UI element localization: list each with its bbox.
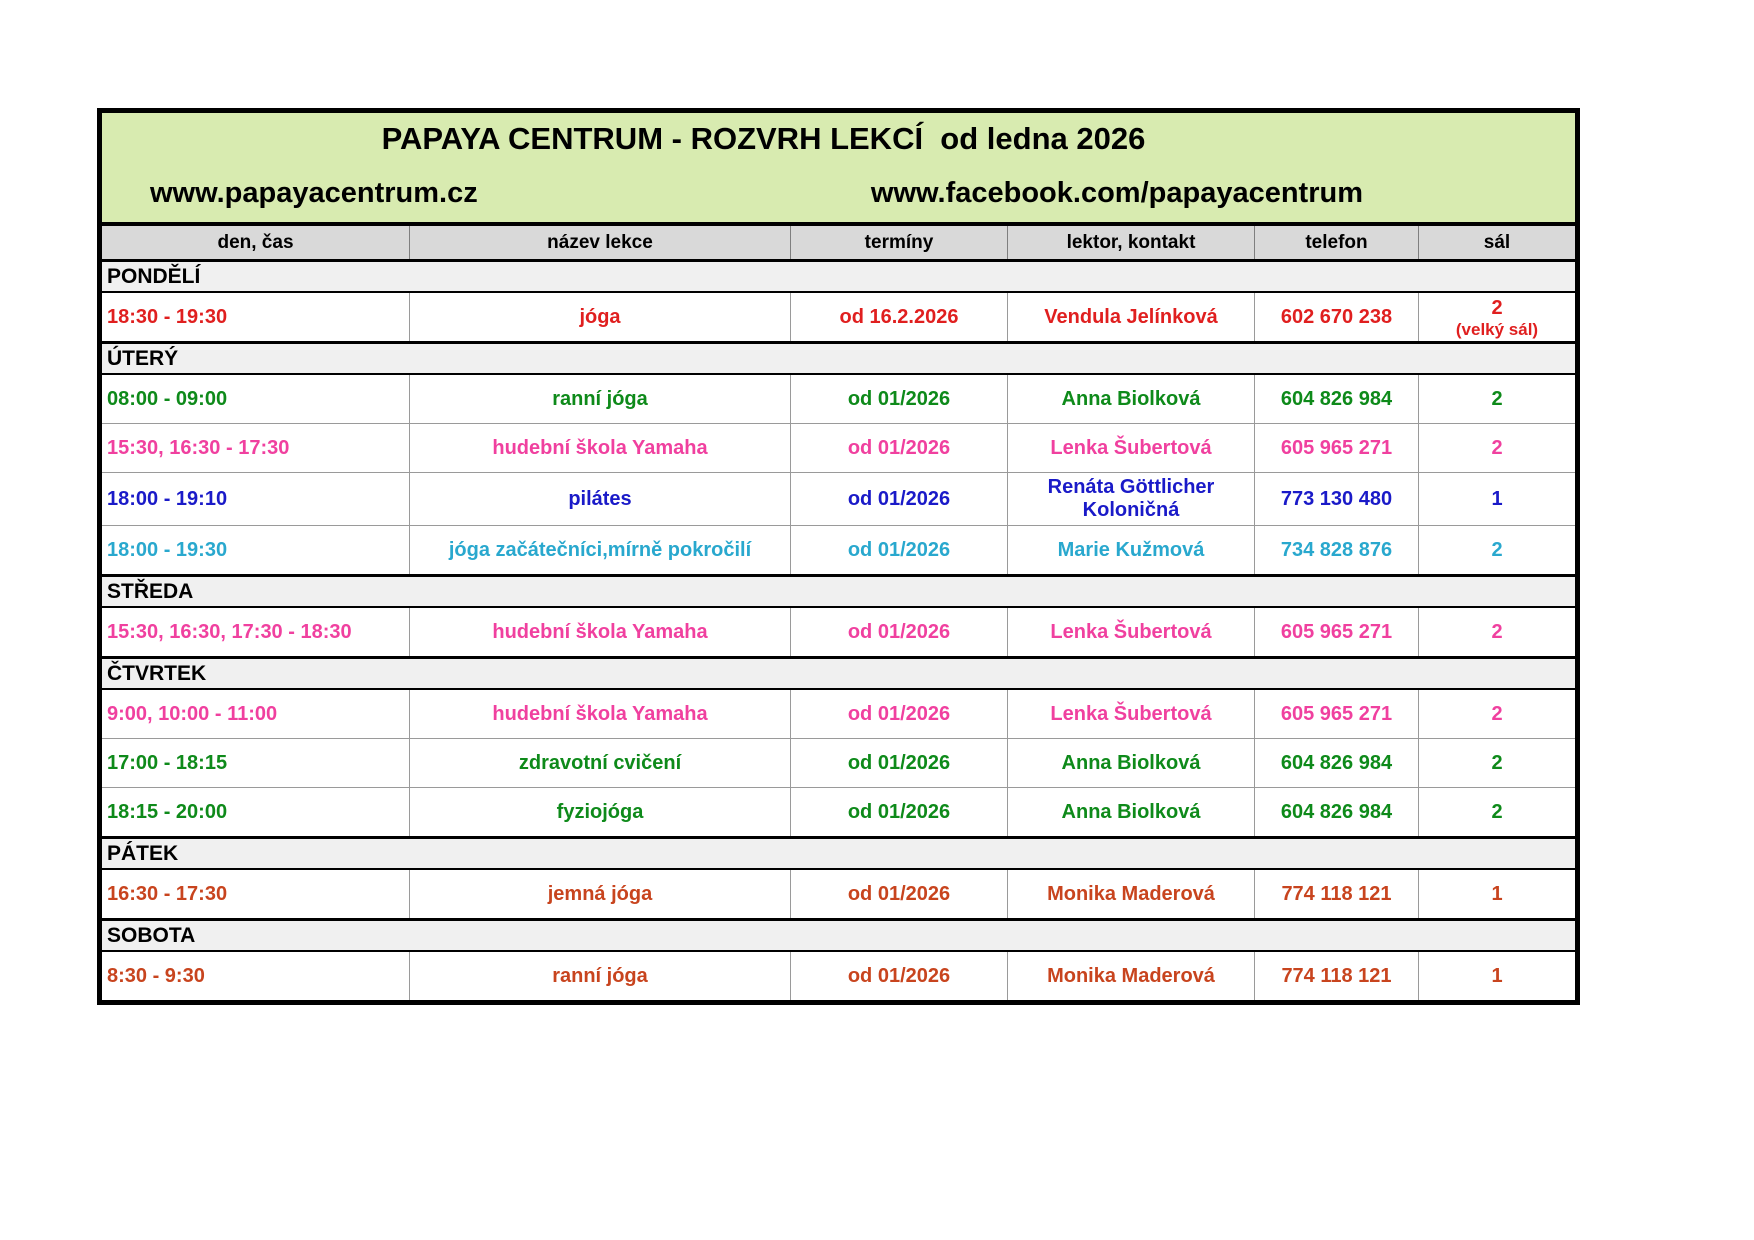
room-number: 1 [1491,882,1503,905]
cell-terms: od 01/2026 [790,473,1007,525]
cell-lesson-name: pilátes [409,473,790,525]
column-header-day-time: den, čas [217,231,294,253]
cell-day-time: 18:15 - 20:00 [107,800,228,823]
column-header-terms: termíny [790,226,1007,259]
room-number: 2 [1491,702,1503,725]
cell-lecturer: Marie Kužmová [1007,526,1254,574]
day-label: ČTVRTEK [107,661,207,685]
room-number: 2 [1491,620,1503,643]
cell-phone: 774 118 121 [1254,952,1418,1000]
day-label: PÁTEK [107,841,179,865]
schedule-row [102,870,1575,918]
cell-terms: od 01/2026 [790,870,1007,918]
cell-day-time: 16:30 - 17:30 [107,882,228,905]
room-number: 2 [1491,296,1503,319]
cell-lesson-name: ranní jóga [409,375,790,423]
website-url: www.papayacentrum.cz [150,177,478,209]
column-header-room: sál [1418,226,1575,259]
schedule-row [102,423,1575,472]
schedule-row [102,293,1575,341]
room-number: 2 [1491,800,1503,823]
cell-room [1418,375,1575,423]
cell-terms: od 01/2026 [790,526,1007,574]
cell-day-time: 18:30 - 19:30 [107,305,228,328]
room-number: 1 [1491,964,1503,987]
cell-lecturer: Monika Maderová [1007,952,1254,1000]
facebook-url: www.facebook.com/papayacentrum [870,177,1363,209]
cell-room [1418,608,1575,656]
cell-terms: od 16.2.2026 [790,293,1007,341]
column-header-phone: telefon [1254,226,1418,259]
schedule-table [97,108,1580,1005]
schedule-row [102,690,1575,738]
cell-day-time: 15:30, 16:30 - 17:30 [107,436,290,459]
cell-phone: 774 118 121 [1254,870,1418,918]
cell-terms: od 01/2026 [790,424,1007,472]
page-title: PAPAYA CENTRUM - ROZVRH LEKCÍ od ledna 2026 [381,121,1146,156]
room-number: 2 [1491,436,1503,459]
cell-day-time: 9:00, 10:00 - 11:00 [107,702,278,725]
day-row [102,656,1575,690]
cell-room [1418,739,1575,787]
banner-urls [102,177,1575,210]
room-note: (velký sál) [1455,319,1539,339]
day-label: STŘEDA [107,579,194,603]
cell-room [1418,293,1575,341]
cell-lecturer: Lenka Šubertová [1007,424,1254,472]
cell-room [1418,870,1575,918]
schedule-row [102,525,1575,574]
cell-room [1418,690,1575,738]
column-header-lesson: název lekce [409,226,790,259]
cell-lecturer: Lenka Šubertová [1007,690,1254,738]
schedule-row [102,787,1575,836]
cell-lesson-name: jemná jóga [409,870,790,918]
banner [102,113,1575,222]
schedule-row [102,738,1575,787]
cell-lesson-name: jóga [409,293,790,341]
cell-phone: 605 965 271 [1254,608,1418,656]
cell-phone: 605 965 271 [1254,424,1418,472]
cell-phone: 602 670 238 [1254,293,1418,341]
schedule-body [102,259,1575,1000]
cell-phone: 604 826 984 [1254,788,1418,836]
cell-lesson-name: jóga začátečníci,mírně pokročilí [409,526,790,574]
cell-room [1418,526,1575,574]
cell-room [1418,424,1575,472]
cell-lecturer: Vendula Jelínková [1007,293,1254,341]
cell-phone: 604 826 984 [1254,739,1418,787]
cell-day-time: 17:00 - 18:15 [107,751,228,774]
schedule-row [102,952,1575,1000]
day-row [102,259,1575,293]
day-row [102,836,1575,870]
cell-room [1418,952,1575,1000]
cell-lesson-name: hudební škola Yamaha [409,424,790,472]
cell-day-time: 15:30, 16:30, 17:30 - 18:30 [107,620,352,643]
room-number: 2 [1491,387,1503,410]
cell-phone: 604 826 984 [1254,375,1418,423]
schedule-row [102,375,1575,423]
day-label: PONDĚLÍ [107,264,201,288]
cell-lecturer: Anna Biolková [1007,788,1254,836]
cell-terms: od 01/2026 [790,739,1007,787]
cell-day-time: 8:30 - 9:30 [107,964,205,987]
room-number: 1 [1491,487,1503,510]
cell-day-time: 18:00 - 19:10 [107,487,228,510]
cell-lecturer: Anna Biolková [1007,739,1254,787]
cell-terms: od 01/2026 [790,690,1007,738]
cell-phone: 734 828 876 [1254,526,1418,574]
cell-phone: 773 130 480 [1254,473,1418,525]
day-row [102,341,1575,375]
cell-lecturer: Monika Maderová [1007,870,1254,918]
room-number: 2 [1491,538,1503,561]
cell-day-time: 18:00 - 19:30 [107,538,228,561]
cell-terms: od 01/2026 [790,952,1007,1000]
cell-lesson-name: fyziojóga [409,788,790,836]
cell-lesson-name: hudební škola Yamaha [409,608,790,656]
column-header-lecturer: lektor, kontakt [1007,226,1254,259]
day-row [102,918,1575,952]
day-label: ÚTERÝ [107,346,179,370]
cell-lecturer: Anna Biolková [1007,375,1254,423]
cell-lesson-name: ranní jóga [409,952,790,1000]
schedule-row [102,608,1575,656]
cell-terms: od 01/2026 [790,608,1007,656]
cell-terms: od 01/2026 [790,375,1007,423]
cell-room [1418,788,1575,836]
cell-terms: od 01/2026 [790,788,1007,836]
cell-lecturer: Renáta Göttlicher Koloničná [1007,473,1254,525]
cell-day-time: 08:00 - 09:00 [107,387,228,410]
cell-lecturer: Lenka Šubertová [1007,608,1254,656]
day-row [102,574,1575,608]
cell-lesson-name: zdravotní cvičení [409,739,790,787]
cell-lesson-name: hudební škola Yamaha [409,690,790,738]
day-label: SOBOTA [107,923,196,947]
cell-phone: 605 965 271 [1254,690,1418,738]
cell-room [1418,473,1575,525]
schedule-row [102,472,1575,525]
column-header-row [102,222,1575,259]
room-number: 2 [1491,751,1503,774]
